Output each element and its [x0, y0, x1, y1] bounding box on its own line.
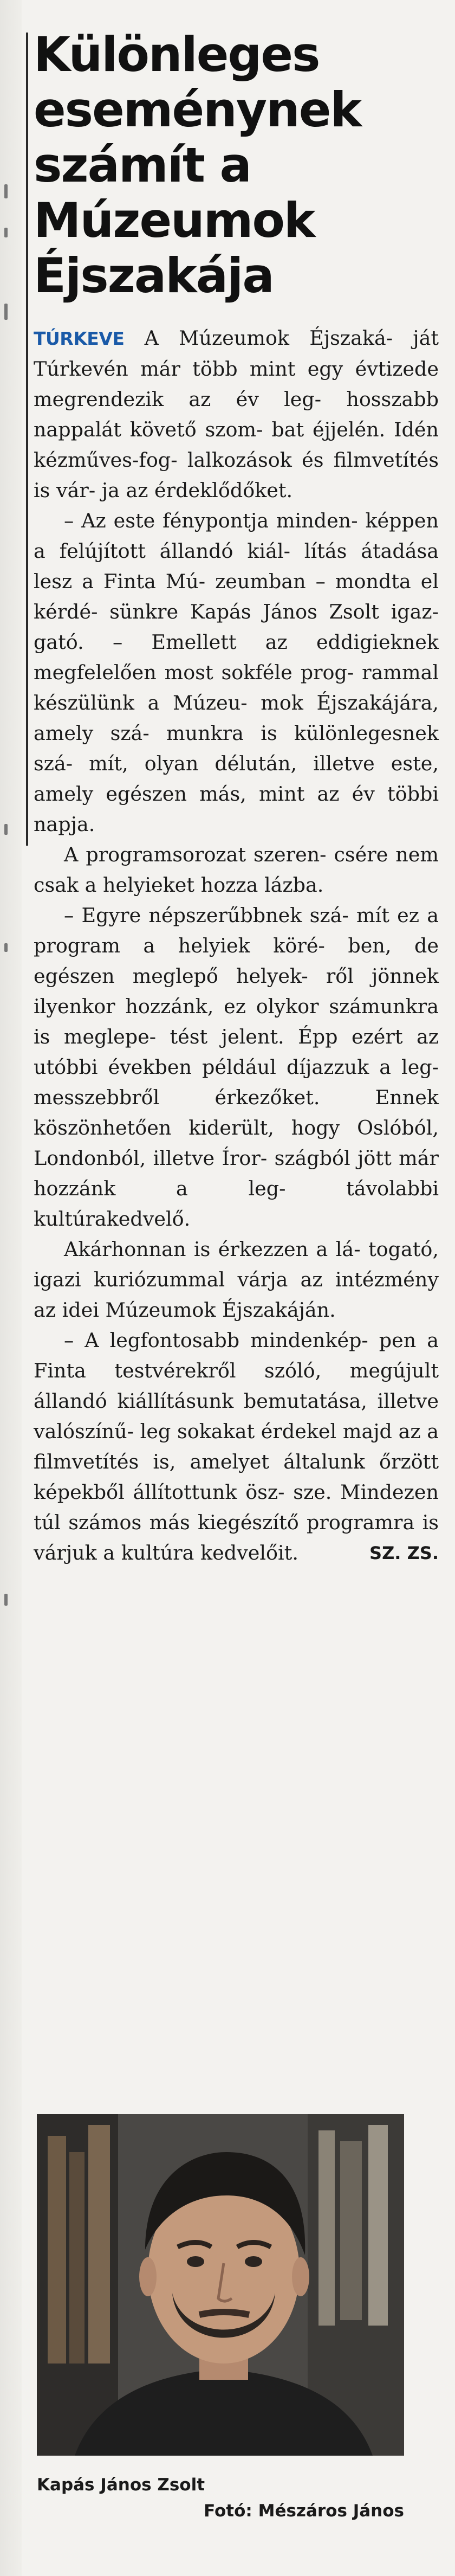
edge-mark: [4, 943, 8, 952]
paragraph: – Az este fénypontja minden- képpen a felújított állandó kiál- lítás átadása lesz a Finta Mú- zeumban – mondta el kérdé- sünkre Kapás János Zsolt igaz- gató. – Emellett az eddigieknek megfelelően most sokféle prog- rammal készülünk a Múzeu- mok Éjszakájára, amely szá- munkra is különlegesnek szá- mít, olyan délután, illetve este, amely egészen más, mint az év többi napja.: [34, 509, 439, 836]
article: [34, 27, 439, 1568]
paragraph: A programsorozat szeren- csére nem csak a helyieket hozza lázba.: [34, 843, 439, 897]
paragraph: – Egyre népszerűbbnek szá- mít ez a program a helyiek köré- ben, de egészen meglepő helyek- ről jönnek ilyenkor hozzánk, ez olykor számunkra is meglepe- tést jelent. Épp ezért az utóbbi években például díjazzuk a leg- messzebbről érkezőket. Ennek köszönhetően kiderült, hogy Oslóból, Londonból, illetve Íror- szágból jött már hozzánk a leg- távolabbi kultúrakedvelő.: [34, 904, 439, 1231]
paragraph-text: – A legfontosabb mindenkép- pen a Finta testvérekről szóló, megújult állandó kiállításunk bemutatása, illetve valószínű- leg sokakat érdekel majd az a filmvetítés is, amelyet általunk őrzött képekből állítottunk ösz- sze. Mindezen túl számos más kiegészítő programra is várjuk a kultúra kedvelőit.: [34, 1329, 439, 1564]
caption-name: Kapás János Zsolt: [37, 2475, 205, 2495]
paragraph-text: A Múzeumok Éjszaká- ját Túrkevén már több mint egy évtizede megrendezik az év leg- hosszabb nappalát követő szom- bat éjjelén. Idén kézműves-fog- lalkozások és filmvetítés is vár- ja az érdeklődőket.: [34, 326, 439, 502]
paragraph: [34, 323, 439, 506]
photo-credit: Fotó: Mészáros János: [204, 2501, 404, 2521]
paragraph: Akárhonnan is érkezzen a lá- togató, igazi kuriózummal várja az intézmény az idei Múzeumok Éjszakáján.: [34, 1238, 439, 1322]
column-rule: [26, 33, 28, 846]
edge-mark: [4, 184, 8, 198]
edge-mark: [4, 1594, 8, 1606]
portrait-photo: [37, 2114, 404, 2456]
portrait-illustration: [37, 2114, 404, 2456]
byline: SZ. ZS.: [369, 1543, 439, 1563]
article-body: [34, 323, 439, 1568]
paragraph: [34, 1325, 439, 1568]
dateline: TÚRKEVE: [34, 328, 125, 349]
headline: Különleges eseménynek számít a Múzeumok Éjszakája: [34, 27, 361, 304]
adjacent-page-edge: [0, 0, 22, 2576]
photo-caption: [37, 2472, 404, 2524]
edge-mark: [4, 824, 8, 835]
edge-mark: [4, 228, 8, 237]
edge-mark: [4, 304, 8, 320]
